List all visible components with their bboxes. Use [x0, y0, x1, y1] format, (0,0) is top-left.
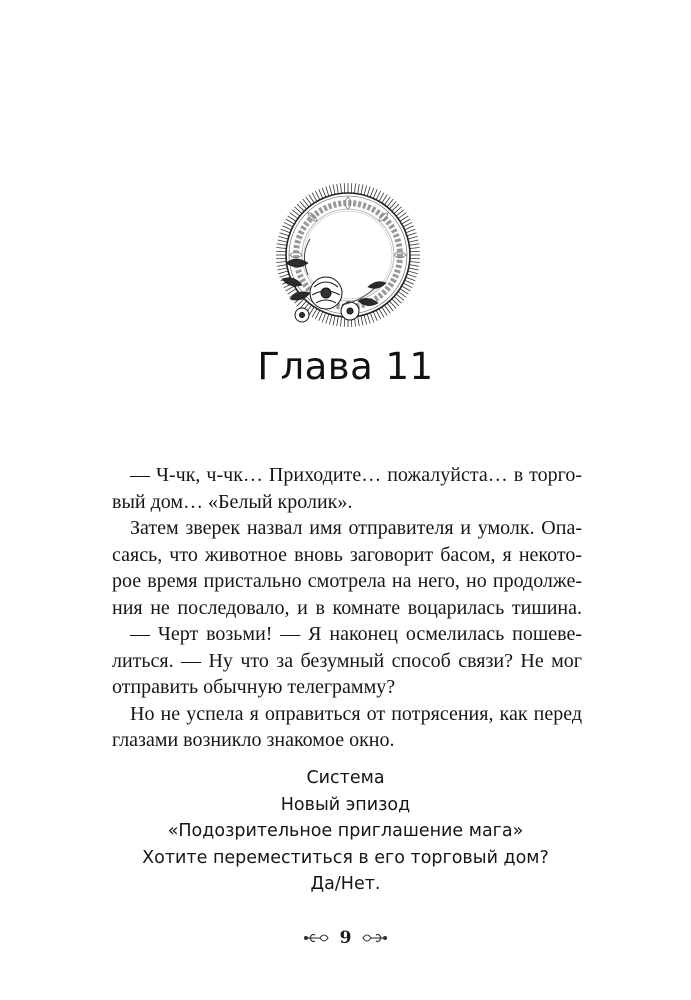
- chapter-title: Глава 11: [257, 345, 434, 388]
- flourish-right-icon: [359, 930, 389, 946]
- episode-title: «Подозрительное приглашение мага»: [167, 821, 524, 841]
- body-line: саясь, что животное вновь заговорит басом, я некото-: [112, 543, 582, 566]
- body-line: отправить обычную телеграмму?: [112, 676, 396, 698]
- body-line: литься. — Ну что за безумный способ связи? Не мог: [112, 649, 582, 672]
- flourish-left-icon: [302, 930, 332, 946]
- chapter-body: [112, 462, 582, 754]
- body-line: рое время пристально смотрела на него, но продолже-: [112, 570, 582, 592]
- system-question: Хотите переместиться в его торговый дом?: [142, 847, 549, 868]
- page-number: 9: [339, 928, 352, 948]
- body-line: вый дом… «Белый кролик».: [112, 490, 353, 513]
- body-line: глазами возникло знакомое окно.: [112, 729, 395, 751]
- system-header: Система: [306, 768, 385, 788]
- body-line: Но не успела я оправиться от потрясения, как перед: [130, 702, 582, 725]
- body-line: — Ч-чк, ч-чк… Приходите… пожалуйста… в торго-: [130, 464, 582, 486]
- page-footer: [0, 923, 691, 953]
- body-line: Затем зверек назвал имя отправителя и умолк. Опа-: [130, 517, 582, 539]
- body-line: ния не последовало, и в комнате воцарилась тишина.: [112, 596, 582, 619]
- system-options: Да/Нет.: [310, 874, 381, 894]
- system-window: [0, 765, 691, 898]
- body-line: — Черт возьми! — Я наконец осмелилась пошеве-: [130, 623, 582, 645]
- system-subheader: Новый эпизод: [280, 794, 411, 815]
- floral-wreath-icon: [268, 175, 428, 335]
